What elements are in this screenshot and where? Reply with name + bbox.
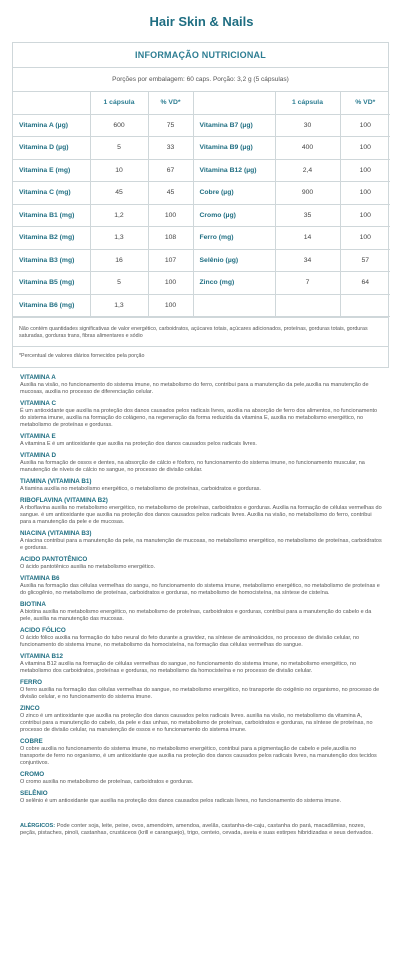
benefit-item (20, 374, 382, 396)
benefit-item (20, 575, 382, 597)
benefit-heading: COBRE (20, 738, 43, 745)
vd-footnote: *Percentual de valores diários fornecidos pela porção (13, 346, 388, 367)
amount-value: 5 (90, 272, 148, 295)
benefit-item (20, 452, 382, 474)
page-title: Hair Skin & Nails (149, 14, 254, 29)
benefit-item (20, 478, 382, 493)
col-header-capsule: 1 cápsula (90, 92, 148, 114)
benefit-heading: VITAMINA A (20, 374, 56, 381)
allergens-text: Pode conter soja, leite, peixe, ovos, amendoim, amendoa, avelãs, castanha-de-caju, castanha do pará, macadâmias, nozes, peçãs, pistaches, pinoli, castanhas, crustáceos (krill e caranguejo), trigo, centeio, cevada, aveia e suas estirpes hibridizadas e seus derivados. (20, 823, 373, 836)
col-header-vd: % VD* (148, 92, 193, 114)
col-header-vd: % VD* (340, 92, 390, 114)
benefit-heading: FERRO (20, 679, 43, 686)
amount-value: 10 (90, 159, 148, 182)
nutrient-name: Cobre (µg) (193, 182, 275, 205)
table-heading: INFORMAÇÃO NUTRICIONAL (13, 43, 388, 68)
benefit-text: O selênio é um antioxidante que auxilia na proteção dos danos causados pelos radicais livres, no funcionamento do sistema imune. (20, 798, 342, 804)
table-row (13, 204, 390, 227)
benefit-heading: ZINCO (20, 705, 40, 712)
table-row (13, 182, 390, 205)
benefit-heading: NIACINA (VITAMINA B3) (20, 530, 92, 537)
benefit-heading: VITAMINA C (20, 400, 57, 407)
amount-value: 14 (275, 227, 340, 250)
benefit-text: A vitamina E é um antioxidante que auxilia na proteção dos danos causados pelos radicais livres. (20, 441, 257, 447)
empty-cell (13, 92, 90, 114)
benefit-heading: BIOTINA (20, 601, 46, 608)
amount-value: 45 (90, 182, 148, 205)
benefit-item (20, 497, 382, 526)
amount-value: 2,4 (275, 159, 340, 182)
benefit-item (20, 738, 382, 767)
nutrient-name: Vitamina B1 (mg) (13, 204, 90, 227)
benefit-text: É um antioxidante que auxilia na proteção dos danos causados pelos radicais livres, auxilia na absorção de ferro dos alimentos, no funcionamento do sistema imune, auxilia na formação do colágeno, na regeneração da forma reduzida da vitamina E, auxilia no metabolismo energético, no metabolismo de proteínas e gorduras. (20, 408, 378, 428)
nutrient-grid (13, 92, 390, 317)
nonsignificant-note: Não contém quantidades significativas de valor energético, carboidratos, açúcares totais, açúcares adicionados, proteínas, gorduras totais, gorduras saturadas, gorduras trans, fibras alimentares e sódio (13, 317, 388, 346)
benefit-item (20, 627, 382, 649)
nutrition-table (12, 42, 389, 368)
vd-value: 45 (148, 182, 193, 205)
amount-value: 34 (275, 249, 340, 272)
nutrient-name: Vitamina B7 (µg) (193, 114, 275, 137)
benefit-text: O ácido fólico auxilia na formação do tubo neural do feto durante a gravidez, na síntese de aminoácidos, no processo de divisão celular, no funcionamento do sistema imune, no metabolismo da homocisteína, na formação das células vermelhas do sangue. (20, 635, 360, 648)
vd-value: 75 (148, 114, 193, 137)
benefit-text: Auxilia na formação de ossos e dentes, na absorção de cálcio e fósforo, no funcionamento do sistema imune, no funcionamento muscular, na manutenção de níveis de cálcio no sangue, no processo de divisão celular. (20, 460, 365, 473)
amount-value: 600 (90, 114, 148, 137)
vd-value: 100 (340, 204, 390, 227)
nutrient-name: Cromo (µg) (193, 204, 275, 227)
vd-value: 67 (148, 159, 193, 182)
benefit-text: A vitamina B12 auxilia na formação de células vermelhas do sangue, no funcionamento do sistema imune, no metabolismo energético, no metabolismo dos carboidratos, proteínas e gorduras, no metabolismo da homocisteína e no processo de divisão celular. (20, 661, 356, 674)
benefit-heading: RIBOFLAVINA (VITAMINA B2) (20, 497, 108, 504)
benefit-heading: VITAMINA E (20, 433, 56, 440)
nutrient-name: Vitamina B2 (mg) (13, 227, 90, 250)
empty-cell (193, 92, 275, 114)
amount-value: 1,3 (90, 294, 148, 317)
allergens-label: ALÉRGICOS: (20, 823, 56, 829)
nutrient-name: Vitamina A (µg) (13, 114, 90, 137)
vd-value: 108 (148, 227, 193, 250)
nutrient-name: Vitamina D (µg) (13, 137, 90, 160)
nutrient-name (193, 294, 275, 317)
vd-value: 33 (148, 137, 193, 160)
amount-value: 1,2 (90, 204, 148, 227)
benefit-text: O cromo auxilia no metabolismo de proteínas, carboidratos e gorduras. (20, 779, 194, 785)
nutrient-name: Vitamina B6 (mg) (13, 294, 90, 317)
table-row (13, 294, 390, 317)
vd-value: 100 (148, 204, 193, 227)
benefits-list (20, 374, 382, 805)
amount-value: 35 (275, 204, 340, 227)
nutrient-name: Zinco (mg) (193, 272, 275, 295)
vd-value: 100 (340, 114, 390, 137)
table-row (13, 114, 390, 137)
nutrient-name: Vitamina B12 (µg) (193, 159, 275, 182)
benefit-text: O ácido pantotênico auxilia no metabolismo energético. (20, 564, 156, 570)
benefit-heading: CROMO (20, 771, 45, 778)
benefit-heading: VITAMINA B12 (20, 653, 64, 660)
allergens-info (20, 823, 382, 837)
benefit-text: A niacina contribui para a manutenção da pele, na manutenção de mucosas, no metabolismo energético, no metabolismo de proteínas, carboidratos e gorduras. (20, 538, 382, 551)
benefit-heading: VITAMINA B6 (20, 575, 60, 582)
benefit-item (20, 601, 382, 623)
table-row (13, 249, 390, 272)
benefit-text: A riboflavina auxilia no metabolismo energético, no metabolismo de proteínas, carboidratos e gorduras. Auxilia na formação de células vermelhas do sangue. é um antioxidante que auxilia na proteção dos danos causados pelos radicais livres. Auxilia na visão, no metabolismo do ferro, contribui para a manutenção da pele e de mucosas. (20, 505, 382, 525)
amount-value: 7 (275, 272, 340, 295)
benefit-text: A tiamina auxilia no metabolismo energético, o metabolismo de proteínas, carboidratos e gorduras. (20, 486, 261, 492)
benefit-text: A biotina auxilia no metabolismo energético, no metabolismo de proteínas, carboidratos e gorduras, contribui para a manutenção do cabelo e da pele, auxilia na manutenção das mucosas. (20, 609, 372, 622)
benefit-text: O ferro auxilia na formação das células vermelhas do sangue, no metabolismo energético, no transporte do oxigênio no organismo, no processo de divisão celular, e no funcionamento do sistema imune. (20, 687, 380, 700)
vd-value: 100 (148, 294, 193, 317)
benefit-heading: ACIDO PANTOTÊNICO (20, 556, 88, 563)
vd-value: 100 (148, 272, 193, 295)
nutrient-name: Vitamina E (mg) (13, 159, 90, 182)
benefit-item (20, 790, 382, 805)
table-row (13, 159, 390, 182)
vd-value: 64 (340, 272, 390, 295)
benefit-item (20, 556, 382, 571)
vd-value: 100 (340, 159, 390, 182)
benefit-item (20, 705, 382, 734)
vd-value: 100 (340, 137, 390, 160)
table-row (13, 272, 390, 295)
nutrient-name: Selênio (µg) (193, 249, 275, 272)
amount-value: 5 (90, 137, 148, 160)
table-header-row (13, 92, 390, 114)
benefit-text: Auxilia na visão, no funcionamento do sistema imune, no metabolismo do ferro, contribui para a manutenção da pele,auxilia na manutenção de mucosas, auxilia no processo de diferenciação celular. (20, 382, 369, 395)
amount-value: 1,3 (90, 227, 148, 250)
benefit-heading: ACIDO FÓLICO (20, 627, 66, 634)
vd-value: 57 (340, 249, 390, 272)
benefit-item (20, 679, 382, 701)
benefit-heading: SELÊNIO (20, 790, 48, 797)
serving-info: Porções por embalagem: 60 caps. Porção: 3,2 g (5 cápsulas) (13, 68, 388, 92)
benefit-item (20, 433, 382, 448)
nutrient-name: Ferro (mg) (193, 227, 275, 250)
benefit-text: Auxilia na formação das células vermelhas do sangu, no funcionamento do sistema imune, metabolismo energético, no metabolismo de proteínas e do glicogênio, no metabolismo de proteínas, carboidratos e gorduras, no metabolismo de homocisteína, na síntese de cisteína. (20, 583, 380, 596)
benefit-text: O zinco é um antioxidante que auxilia na proteção dos danos causados pelos radicais livres. auxilia na visão, no metabolismo da vitamina A, contribui para a manutenção do cabelo, da pele e das unhas, no metabolismo de proteínas, carboidratos e gorduras, na síntese de proteínas, no processo de divisão celular, na manutenção de ossos e no funcionamento do sistema imune. (20, 713, 373, 733)
benefit-heading: TIAMINA (VITAMINA B1) (20, 478, 92, 485)
vd-value: 107 (148, 249, 193, 272)
amount-value (275, 294, 340, 317)
nutrient-name: Vitamina B5 (mg) (13, 272, 90, 295)
vd-value (340, 294, 390, 317)
benefit-item (20, 530, 382, 552)
vd-value: 100 (340, 227, 390, 250)
vd-value: 100 (340, 182, 390, 205)
nutrient-name: Vitamina B3 (mg) (13, 249, 90, 272)
amount-value: 900 (275, 182, 340, 205)
benefit-item (20, 653, 382, 675)
amount-value: 400 (275, 137, 340, 160)
amount-value: 16 (90, 249, 148, 272)
table-row (13, 227, 390, 250)
table-row (13, 137, 390, 160)
nutrient-name: Vitamina B9 (µg) (193, 137, 275, 160)
benefit-item (20, 771, 382, 786)
benefit-item (20, 400, 382, 429)
benefit-heading: VITAMINA D (20, 452, 57, 459)
col-header-capsule: 1 cápsula (275, 92, 340, 114)
nutrient-name: Vitamina C (mg) (13, 182, 90, 205)
amount-value: 30 (275, 114, 340, 137)
benefit-text: O cobre auxilia no funcionamento do sistema imune, no metabolismo energético, contribui para a pigmentação de cabelo e pele,auxilia no transporte de ferro no organismo, é um antioxidante que auxilia na proteção dos danos causados pelos radicais livres, na manutenção dos tecidos conjuntivos. (20, 746, 377, 766)
